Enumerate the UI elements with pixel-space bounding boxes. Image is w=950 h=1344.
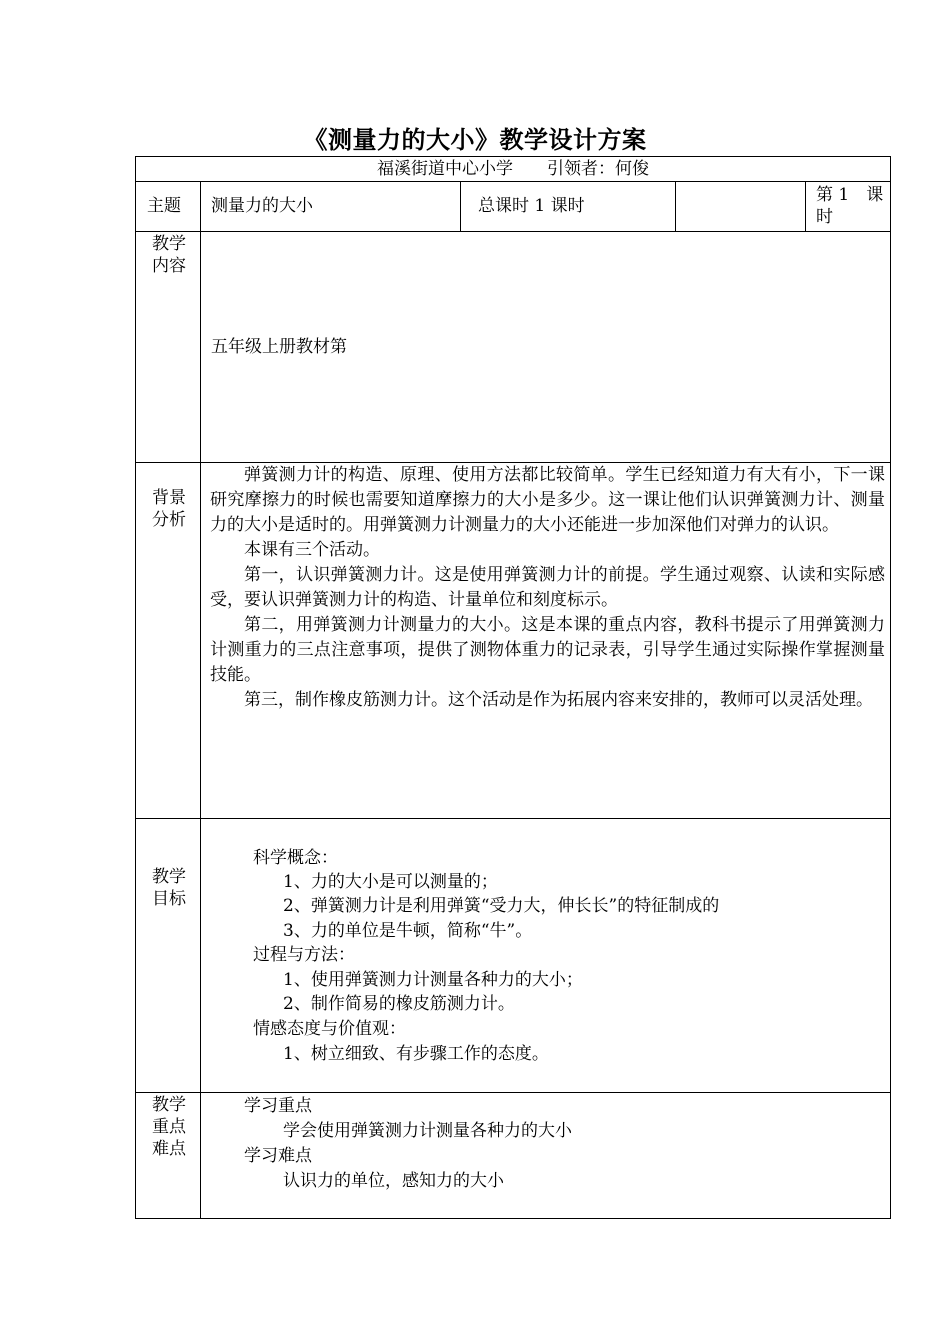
page-title: 《测量力的大小》教学设计方案	[303, 126, 647, 154]
background-paragraph: 第一，认识弹簧测力计。这是使用弹簧测力计的前提。学生通过观察、认读和实际感受，要认识弹簧测力计的构造、计量单位和刻度标示。	[210, 565, 885, 610]
background-label: 背景 分析	[152, 488, 186, 530]
goal-item: 1、树立细致、有步骤工作的态度。	[283, 1044, 549, 1064]
school-header: 福溪街道中心小学 引领者：何俊	[377, 159, 649, 179]
topic-label: 主题	[147, 196, 181, 216]
goal-item: 2、制作简易的橡皮筋测力计。	[283, 994, 515, 1014]
goal-item: 2、弹簧测力计是利用弹簧“受力大，伸长长”的特征制成的	[283, 896, 720, 916]
goal-heading: 科学概念：	[253, 848, 338, 868]
focus-label: 教学 重点 难点	[152, 1095, 186, 1159]
content-value: 五年级上册教材第	[211, 337, 347, 357]
lesson-number-line1: 第 1 课	[816, 185, 884, 205]
goal-heading: 过程与方法：	[253, 945, 355, 965]
lesson-number-line2: 时	[816, 207, 833, 227]
background-text	[210, 463, 885, 713]
content-label: 教学 内容	[152, 234, 186, 276]
topic-value: 测量力的大小	[211, 196, 313, 216]
goal-item: 1、使用弹簧测力计测量各种力的大小；	[283, 970, 583, 990]
background-paragraph: 本课有三个活动。	[244, 540, 380, 560]
total-hours: 总课时 1 课时	[478, 196, 585, 216]
focus-item: 学会使用弹簧测力计测量各种力的大小	[283, 1121, 572, 1141]
goal-item: 3、力的单位是牛顿，简称“牛”。	[283, 921, 533, 941]
goal-heading: 情感态度与价值观：	[253, 1019, 406, 1039]
background-paragraph: 弹簧测力计的构造、原理、使用方法都比较简单。学生已经知道力有大有小，下一课研究摩擦力的时候也需要知道摩擦力的大小是多少。这一课让他们认识弹簧测力计、测量力的大小是适时的。用弹簧测力计测量力的大小还能进一步加深他们对弹力的认识。	[210, 465, 885, 535]
focus-heading: 学习难点	[244, 1146, 312, 1166]
focus-heading: 学习重点	[244, 1096, 312, 1116]
goals-label: 教学 目标	[152, 867, 186, 909]
background-paragraph: 第三，制作橡皮筋测力计。这个活动是作为拓展内容来安排的，教师可以灵活处理。	[244, 690, 873, 710]
focus-item: 认识力的单位，感知力的大小	[283, 1171, 504, 1191]
background-paragraph: 第二，用弹簧测力计测量力的大小。这是本课的重点内容，教科书提示了用弹簧测力计测重力的三点注意事项，提供了测物体重力的记录表，引导学生通过实际操作掌握测量技能。	[210, 615, 885, 685]
goal-item: 1、力的大小是可以测量的；	[283, 872, 498, 892]
